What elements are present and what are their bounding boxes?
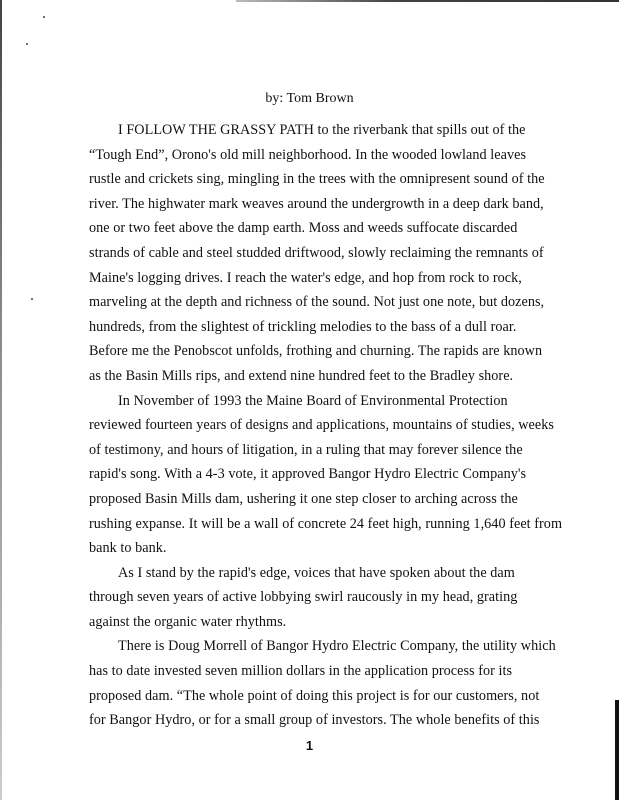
text-line: of testimony, and hours of litigation, in a ruling that may forever silence the [89,441,523,458]
byline: by: Tom Brown [265,91,354,106]
text-line: strands of cable and steel studded driftwood, slowly reclaiming the remnants of [89,244,544,261]
text-line: for Bangor Hydro, or for a small group of investors. The whole benefits of this [89,712,540,729]
paragraph-1 [89,118,589,389]
text-line: I FOLLOW THE GRASSY PATH to the riverbank that spills out of the [118,122,526,138]
paragraph-3 [89,561,589,635]
scan-speck [43,16,45,18]
text-line: In November of 1993 the Maine Board of Environmental Protection [118,392,508,409]
text-line: As I stand by the rapid's edge, voices that have spoken about the dam [118,564,515,581]
paragraph-4 [89,634,589,732]
text-line: against the organic water rhythms. [89,613,287,630]
scan-speck [31,298,33,300]
text-line: proposed dam. “The whole point of doing this project is for our customers, not [89,687,540,704]
body-text [89,118,589,733]
text-line: proposed Basin Mills dam, ushering it one step closer to arching across the [89,490,518,507]
text-line: hundreds, from the slightest of trickling melodies to the bass of a dull roar. [89,318,517,335]
text-line: Before me the Penobscot unfolds, frothing and churning. The rapids are known [89,343,543,360]
text-line: reviewed fourteen years of designs and applications, mountains of studies, weeks [89,417,554,434]
scan-edge-left [0,0,2,800]
text-line: rustle and crickets sing, mingling in the trees with the omnipresent sound of the [89,171,545,188]
text-line: marveling at the depth and richness of the sound. Not just one note, but dozens, [89,294,545,311]
page-number: 1 [305,738,314,753]
text-line: Maine's logging drives. I reach the water's edge, and hop from rock to rock, [89,269,522,286]
text-line: “Tough End”, Orono's old mill neighborhood. In the wooded lowland leaves [89,146,527,163]
text-line: as the Basin Mills rips, and extend nine hundred feet to the Bradley shore. [89,367,514,384]
text-line: There is Doug Morrell of Bangor Hydro Electric Company, the utility which [118,638,556,655]
text-line: one or two feet above the damp earth. Moss and weeds suffocate discarded [89,220,518,237]
paragraph-2 [89,389,589,561]
text-line: rapid's song. With a 4-3 vote, it approved Bangor Hydro Electric Company's [89,466,527,483]
text-line: river. The highwater mark weaves around the undergrowth in a deep dark band, [89,195,544,212]
text-line: through seven years of active lobbying swirl raucously in my head, grating [89,589,518,606]
text-line: rushing expanse. It will be a wall of concrete 24 feet high, running 1,640 feet from [89,515,563,532]
text-line: bank to bank. [89,540,167,557]
text-line: has to date invested seven million dollars in the application process for its [89,663,513,680]
scan-speck [26,43,28,45]
scan-edge-top [236,0,619,2]
